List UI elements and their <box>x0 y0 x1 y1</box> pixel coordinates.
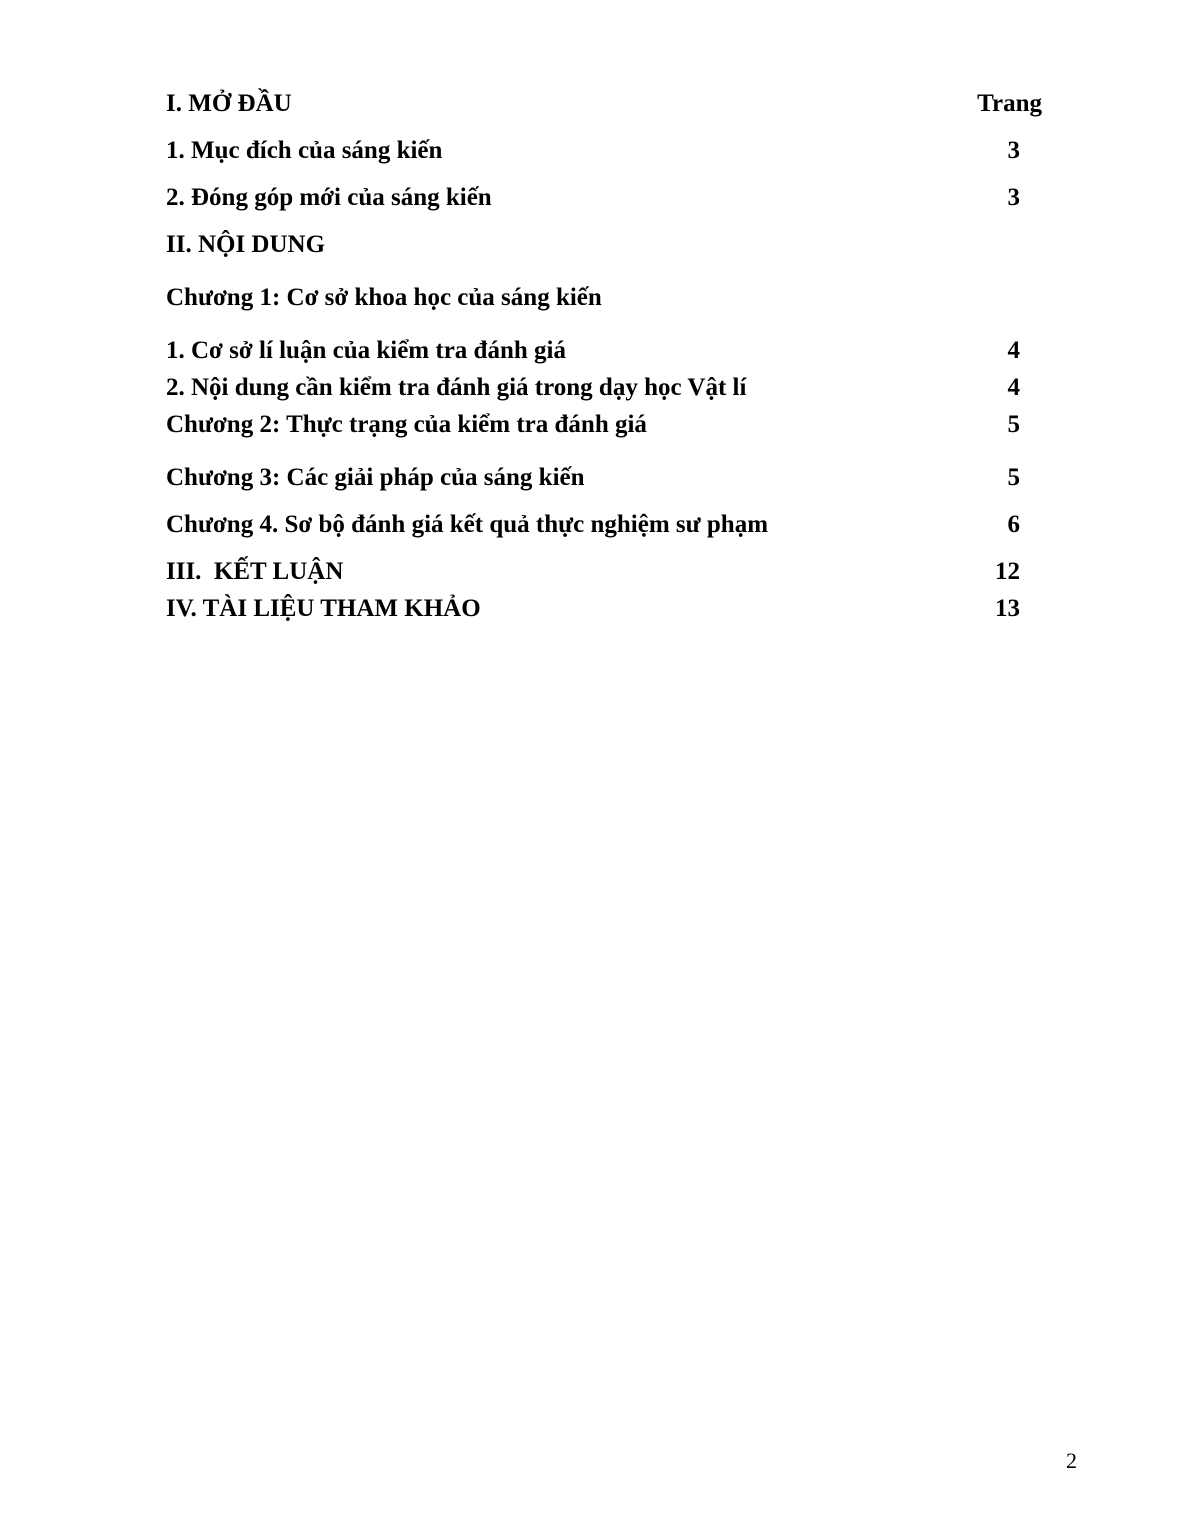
toc-entry-page: 12 <box>995 558 1020 585</box>
toc-entry <box>166 555 1046 589</box>
toc-entry <box>166 334 1046 368</box>
toc-entry-page: 3 <box>1007 137 1020 164</box>
toc-entry <box>166 181 1046 215</box>
toc-entry-page: 4 <box>1007 374 1020 401</box>
toc-entry <box>166 371 1046 405</box>
toc-entry-title: Chương 4. Sơ bộ đánh giá kết quả thực nghiệm sư phạm <box>166 511 769 538</box>
toc-entry <box>166 281 1046 315</box>
toc-entry-page: 3 <box>1007 184 1020 211</box>
toc-entry-title: 2. Đóng góp mới của sáng kiến <box>166 184 492 211</box>
toc-entry-title: III. KẾT LUẬN <box>166 558 344 585</box>
toc-entry <box>166 134 1046 168</box>
toc-entry <box>166 592 1046 626</box>
toc-entry-title: Chương 2: Thực trạng của kiểm tra đánh giá <box>166 411 647 438</box>
toc-entry <box>166 408 1046 442</box>
toc-entry <box>166 228 1046 262</box>
page-number: 2 <box>1066 1448 1077 1473</box>
toc-entry-title: Chương 3: Các giải pháp của sáng kiến <box>166 464 585 491</box>
toc-page-column-label: Trang <box>977 90 1042 117</box>
toc-entry-title: 1. Mục đích của sáng kiến <box>166 137 443 164</box>
toc-entry-title: II. NỘI DUNG <box>166 231 326 258</box>
toc-entry-page: 4 <box>1007 337 1020 364</box>
toc-entry-title: Chương 1: Cơ sở khoa học của sáng kiến <box>166 284 602 311</box>
toc-entry-page: 6 <box>1007 511 1020 538</box>
toc-entry-title: 2. Nội dung cần kiểm tra đánh giá trong dạy học Vật lí <box>166 374 747 401</box>
toc-entry-title: 1. Cơ sở lí luận của kiểm tra đánh giá <box>166 337 566 364</box>
toc-entry-page: 5 <box>1007 464 1020 491</box>
toc-entry-title: IV. TÀI LIỆU THAM KHẢO <box>166 595 481 622</box>
toc-entry <box>166 461 1046 495</box>
toc-entry-page: 13 <box>995 595 1020 622</box>
toc-header-row <box>166 87 1046 121</box>
toc-entry-page: 5 <box>1007 411 1020 438</box>
toc-section-title: I. MỞ ĐẦU <box>166 90 292 117</box>
toc-entry <box>166 508 1046 542</box>
